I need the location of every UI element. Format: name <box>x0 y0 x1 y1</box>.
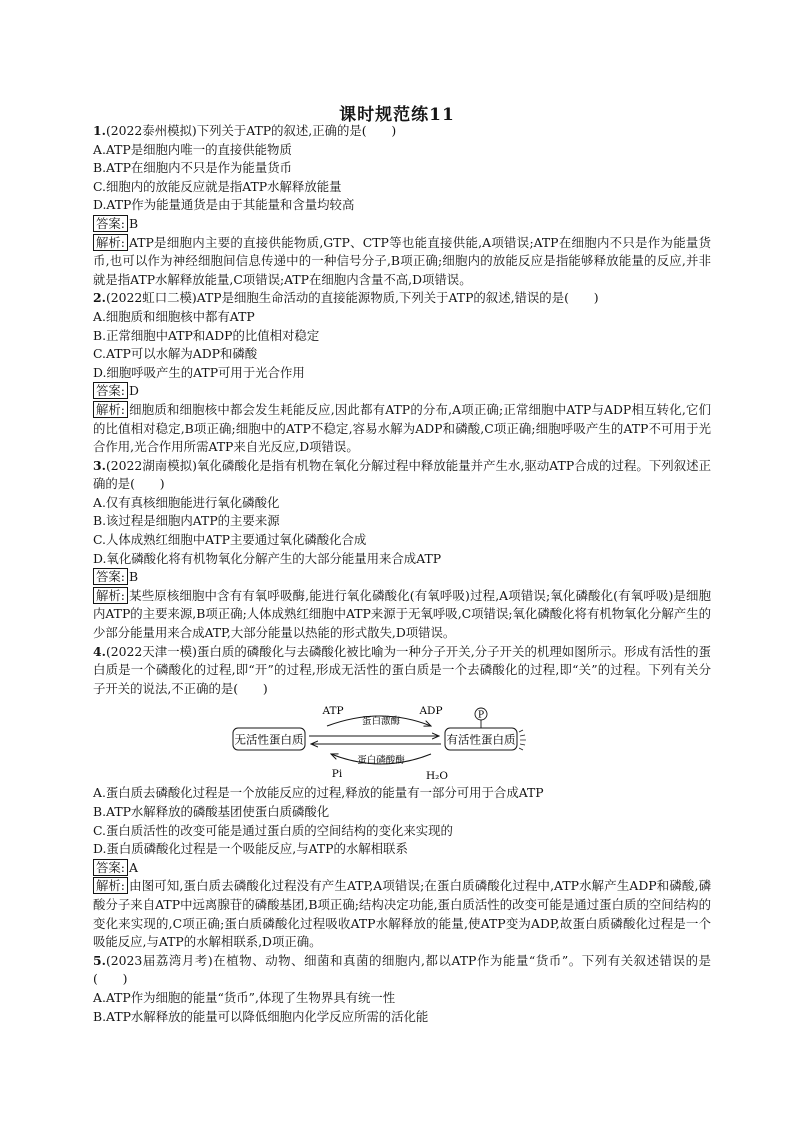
option-c: C.人体成熟红细胞中ATP主要通过氧化磷酸化合成 <box>93 532 367 548</box>
option-b: B.ATP水解释放的能量可以降低细胞内化学反应所需的活化能 <box>93 1008 429 1024</box>
option-b: B.该过程是细胞内ATP的主要来源 <box>93 513 280 529</box>
answer-value: A <box>128 859 138 875</box>
option-c: C.蛋白质活性的改变可能是通过蛋白质的空间结构的变化来实现的 <box>93 822 453 838</box>
adp-label: ADP <box>419 705 443 718</box>
question-2 <box>93 289 711 456</box>
explanation <box>93 234 711 290</box>
question-stem <box>93 289 711 308</box>
question-number: 2. <box>93 290 106 306</box>
answer-label: 答案: <box>93 859 128 876</box>
question-1 <box>93 122 711 289</box>
active-protein-label: 有活性蛋白质 <box>446 732 516 747</box>
question-stem <box>93 952 711 989</box>
option-c: C.细胞内的放能反应就是指ATP水解释放能量 <box>93 178 342 194</box>
answer-label: 答案: <box>93 568 128 585</box>
page-title: 课时规范练11 <box>339 105 455 125</box>
question-text: (2022湖南模拟)氧化磷酸化是指有机物在氧化分解过程中释放能量并产生水,驱动ATP合成的过程。下列叙述正确的是( ) <box>93 457 711 492</box>
explanation-label: 解析: <box>93 234 128 251</box>
explanation <box>93 587 711 643</box>
atp-label: ATP <box>322 705 344 718</box>
pi-label: Pi <box>331 768 343 781</box>
answer-row <box>93 382 711 401</box>
answer-label: 答案: <box>93 215 128 232</box>
explanation <box>93 401 711 457</box>
answer-value: B <box>128 215 139 231</box>
explanation <box>93 877 711 951</box>
question-text: (2022虹口二模)ATP是细胞生命活动的直接能源物质,下列关于ATP的叙述,错误的是( ) <box>105 290 599 306</box>
answer-row <box>93 215 711 234</box>
explanation-label: 解析: <box>93 587 128 604</box>
option-b: B.ATP水解释放的磷酸基团使蛋白质磷酸化 <box>93 804 330 819</box>
water-label: H₂O <box>426 770 448 783</box>
phosphate-symbol: P <box>477 710 485 721</box>
activity-sparkle-icon <box>519 730 526 750</box>
question-4 <box>93 643 711 952</box>
question-number: 4. <box>93 643 106 659</box>
answer-value: B <box>128 569 139 585</box>
phosphatase-label: 蛋白磷酸酶 <box>357 755 405 767</box>
option-a: A.仅有真核细胞能进行氧化磷酸化 <box>93 494 280 510</box>
question-text: (2022泰州模拟)下列关于ATP的叙述,正确的是( ) <box>105 123 397 138</box>
option-a: A.ATP作为细胞的能量“货币”,体现了生物界具有统一性 <box>93 989 396 1005</box>
option-c: C.ATP可以水解为ADP和磷酸 <box>93 346 258 362</box>
diagram-svg <box>231 700 561 784</box>
question-text: (2022天津一模)蛋白质的磷酸化与去磷酸化被比喻为一种分子开关,分子开关的机理如图所示。形成有活性的蛋白质是一个磷酸化的过程,即“开”的过程,形成无活性的蛋白质是一个去磷酸化的过程,即“关”的过程。下列有关分子开关的说法,不正确的是( ) <box>93 643 711 696</box>
option-d: D.蛋白质磷酸化过程是一个吸能反应,与ATP的水解相联系 <box>93 841 408 857</box>
option-d: D.氧化磷酸化将有机物氧化分解产生的大部分能量用来合成ATP <box>93 550 442 566</box>
explanation-label: 解析: <box>93 877 128 894</box>
option-a: A.ATP是细胞内唯一的直接供能物质 <box>93 141 292 157</box>
question-5 <box>93 952 711 1026</box>
option-a: A.细胞质和细胞核中都有ATP <box>93 308 255 324</box>
option-b: B.正常细胞中ATP和ADP的比值相对稳定 <box>93 327 320 343</box>
question-stem <box>93 643 711 699</box>
option-b: B.ATP在细胞内不只是作为能量货币 <box>93 160 292 176</box>
option-d: D.细胞呼吸产生的ATP可用于光合作用 <box>93 364 305 380</box>
answer-row <box>93 859 711 878</box>
question-stem <box>93 122 711 141</box>
option-d: D.ATP作为能量通货是由于其能量和含量均较高 <box>93 197 355 213</box>
molecular-switch-diagram <box>93 700 711 784</box>
explanation-label: 解析: <box>93 401 128 418</box>
question-number: 1. <box>93 123 106 138</box>
question-number: 3. <box>93 457 106 473</box>
question-3 <box>93 457 711 643</box>
question-text: (2023届荔湾月考)在植物、动物、细菌和真菌的细胞内,都以ATP作为能量“货币”。下列有关叙述错误的是( ) <box>93 952 711 987</box>
explanation-text: 细胞质和细胞核中都会发生耗能反应,因此都有ATP的分布,A项正确;正常细胞中ATP与ADP相互转化,它们的比值相对稳定,B项正确;细胞中的ATP不稳定,容易水解为ADP和磷酸,C项正确;细胞呼吸产生的ATP不可用于光合作用,光合作用所需ATP来自光反应,D项错误。 <box>93 401 711 455</box>
inactive-protein-label: 无活性蛋白质 <box>234 732 304 747</box>
option-a: A.蛋白质去磷酸化过程是一个放能反应的过程,释放的能量有一部分可用于合成ATP <box>93 785 544 801</box>
question-stem <box>93 457 711 494</box>
kinase-label: 蛋白激酶 <box>361 716 401 728</box>
answer-value: D <box>128 383 139 399</box>
explanation-text: ATP是细胞内主要的直接供能物质,GTP、CTP等也能直接供能,A项错误;ATP在细胞内不只是作为能量货币,也可以作为神经细胞间信息传递中的一种信号分子,B项正确;细胞内的放能反应是指能够释放能量的反应,并非就是指ATP水解释放能量,C项错误;ATP在细胞内含量不高,D项错误。 <box>93 234 711 287</box>
explanation-text: 由图可知,蛋白质去磷酸化过程没有产生ATP,A项错误;在蛋白质磷酸化过程中,ATP水解产生ADP和磷酸,磷酸分子来自ATP中远离腺苷的磷酸基团,B项正确;结构决定功能,蛋白质活性的改变可能是通过蛋白质的空间结构的变化来实现的,C项正确;蛋白质磷酸化过程吸收ATP水解释放的能量,使ATP变为ADP,故蛋白质磷酸化过程是一个吸能反应,与ATP的水解相联系,D项正确。 <box>93 878 711 950</box>
answer-label: 答案: <box>93 382 128 399</box>
explanation-text: 某些原核细胞中含有有氧呼吸酶,能进行氧化磷酸化(有氧呼吸)过程,A项错误;氧化磷酸化(有氧呼吸)是细胞内ATP的主要来源,B项正确;人体成熟红细胞中ATP来源于无氧呼吸,C项错误;氧化磷酸化将有机物氧化分解产生的少部分能量用来合成ATP,大部分能量以热能的形式散失,D项错误。 <box>93 587 711 641</box>
answer-row <box>93 568 711 587</box>
exercise-content <box>93 122 711 1026</box>
question-number: 5. <box>93 952 106 968</box>
